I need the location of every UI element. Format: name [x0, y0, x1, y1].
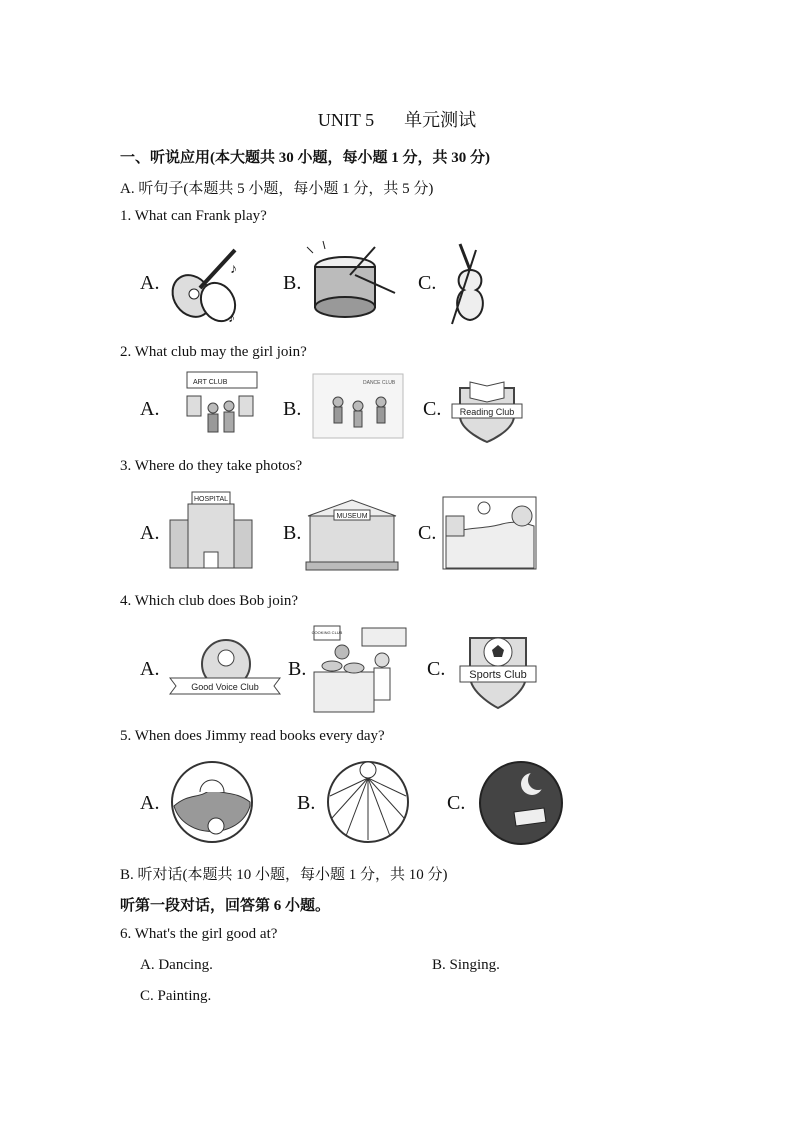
q6-answer-a[interactable]: A. Dancing.: [140, 957, 213, 973]
hospital-sign: HOSPITAL: [193, 496, 229, 503]
svg-text:♪: ♪: [228, 309, 235, 325]
dance-club-icon: [313, 370, 405, 440]
museum-sign: MUSEUM: [336, 513, 368, 520]
night-moon-icon: [478, 760, 564, 846]
sports-club-label: Sports Club: [469, 669, 527, 681]
violin-icon: [440, 240, 500, 325]
good-voice-club-label: Good Voice Club: [191, 682, 259, 692]
art-club-sign: ART CLUB: [193, 379, 228, 386]
test-name: 单元测试: [404, 110, 477, 130]
drum-icon: [305, 245, 400, 320]
q6-answer-b[interactable]: B. Singing.: [432, 957, 500, 973]
page-title: [0, 106, 794, 132]
question-6: 6. What's the girl good at?: [120, 926, 278, 942]
q1-option-c[interactable]: C.: [418, 272, 437, 294]
question-4: 4. Which club does Bob join?: [120, 593, 299, 609]
art-club-icon: [183, 370, 263, 445]
svg-text:♪: ♪: [230, 260, 237, 276]
q1-option-a[interactable]: A.: [140, 272, 160, 294]
reading-club-label: Reading Club: [459, 407, 515, 417]
part-a-heading: A. 听句子(本题共 5 小题，每小题 1 分，共 5 分): [120, 181, 434, 197]
q5-option-c[interactable]: C.: [447, 792, 466, 814]
sunrise-icon: [170, 760, 254, 844]
question-3: 3. Where do they take photos?: [120, 458, 303, 474]
sun-icon: [326, 760, 410, 844]
q2-option-b[interactable]: B.: [283, 398, 302, 420]
q3-option-a[interactable]: A.: [140, 522, 160, 544]
dialog-1-instruction: 听第一段对话，回答第 6 小题。: [120, 898, 331, 914]
q5-option-b[interactable]: B.: [297, 792, 316, 814]
q5-option-a[interactable]: A.: [140, 792, 160, 814]
q2-option-c[interactable]: C.: [423, 398, 442, 420]
q1-option-b[interactable]: B.: [283, 272, 302, 294]
park-icon: [442, 496, 537, 571]
q6-answer-c[interactable]: C. Painting.: [140, 988, 212, 1004]
dance-club-sign: DANCE CLUB: [363, 380, 396, 386]
cooking-club-sign: COOKING CLUB: [311, 630, 343, 635]
cooking-club-icon: [312, 622, 407, 714]
guitar-icon: [160, 238, 250, 328]
q2-option-a[interactable]: A.: [140, 398, 160, 420]
q3-option-b[interactable]: B.: [283, 522, 302, 544]
question-2: 2. What club may the girl join?: [120, 344, 307, 360]
q3-option-c[interactable]: C.: [418, 522, 437, 544]
q4-option-b[interactable]: B.: [288, 658, 307, 680]
unit-label: UNIT 5: [317, 110, 375, 130]
sports-club-icon: [460, 628, 540, 713]
museum-icon: [306, 496, 398, 571]
question-5: 5. When does Jimmy read books every day?: [120, 728, 385, 744]
hospital-icon: [168, 490, 253, 570]
good-voice-club-icon: [168, 630, 283, 700]
question-1: 1. What can Frank play?: [120, 208, 267, 224]
q4-option-a[interactable]: A.: [140, 658, 160, 680]
part-b-heading: B. 听对话(本题共 10 小题，每小题 1 分，共 10 分): [120, 867, 448, 883]
q4-option-c[interactable]: C.: [427, 658, 446, 680]
reading-club-icon: [452, 376, 522, 446]
section-heading: 一、听说应用(本大题共 30 小题，每小题 1 分，共 30 分): [120, 150, 490, 166]
